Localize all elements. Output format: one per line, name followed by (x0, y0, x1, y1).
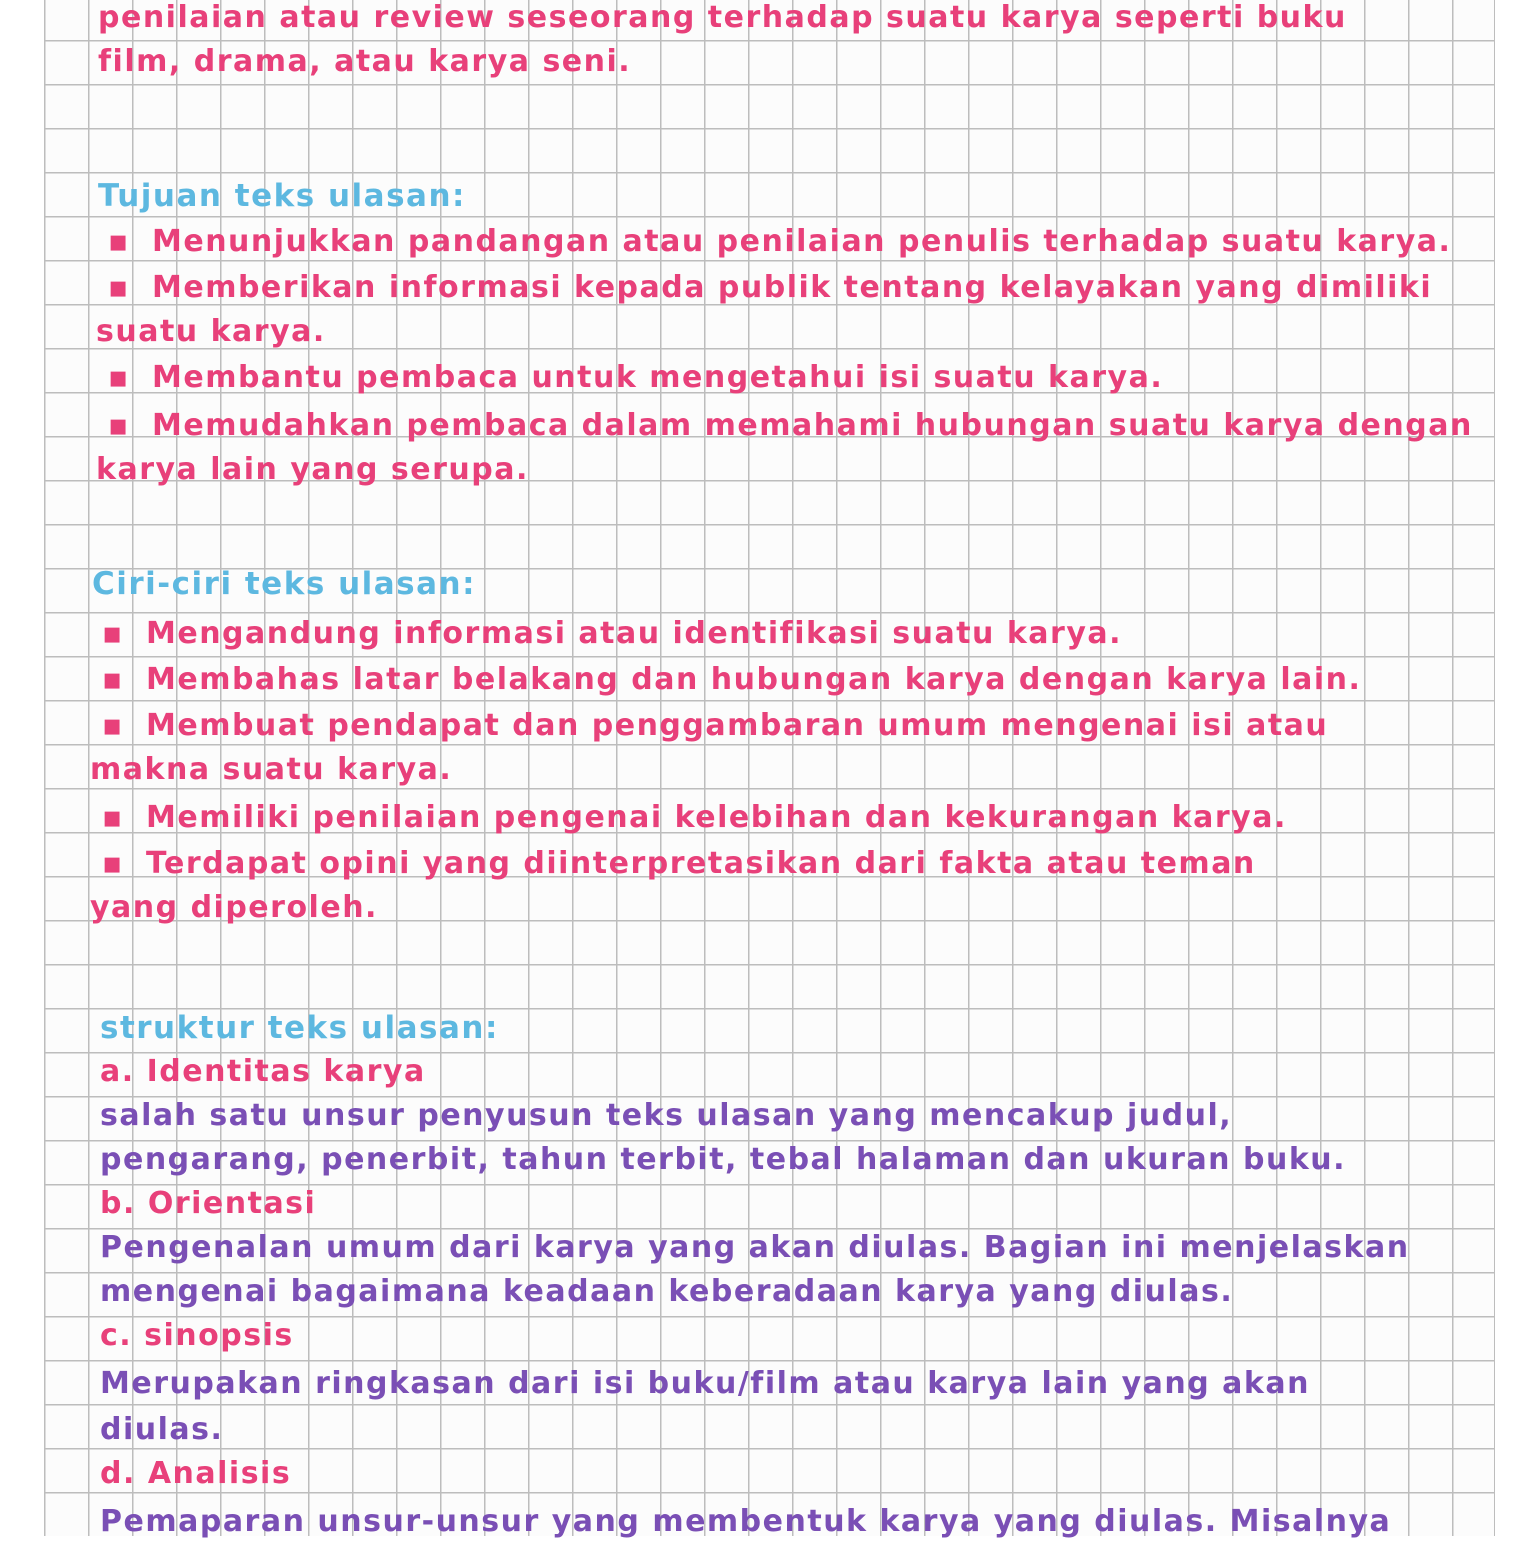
struktur-d-line-1: Pemaparan unsur-unsur yang membentuk karya yang diulas. Misalnya (100, 1504, 1392, 1539)
struktur-heading: struktur teks ulasan: (100, 1010, 499, 1046)
intro-line-2: film, drama, atau karya seni. (98, 44, 632, 79)
bullet-icon: ▪ (102, 662, 124, 697)
struktur-b-line-1: Pengenalan umum dari karya yang akan diulas. Bagian ini menjelaskan (100, 1230, 1410, 1265)
tujuan-heading: Tujuan teks ulasan: (98, 178, 466, 214)
struktur-b-line-2: mengenai bagaimana keadaan keberadaan karya yang diulas. (100, 1274, 1234, 1309)
struktur-c-line-2: diulas. (100, 1412, 224, 1447)
struktur-d-title: d. Analisis (100, 1456, 292, 1491)
tujuan-item-1: ▪ Menunjukkan pandangan atau penilaian penulis terhadap suatu karya. (108, 222, 1451, 262)
ciri-item-2: ▪ Membahas latar belakang dan hubungan karya dengan karya lain. (102, 660, 1361, 700)
bullet-icon: ▪ (108, 224, 130, 259)
ciri-item-4: ▪ Memiliki penilaian pengenai kelebihan dan kekurangan karya. (102, 798, 1287, 838)
struktur-c-line-1: Merupakan ringkasan dari isi buku/film atau karya lain yang akan (100, 1366, 1310, 1401)
struktur-c-title: c. sinopsis (100, 1318, 294, 1353)
bullet-icon: ▪ (102, 616, 124, 651)
ciri-item-5-cont: yang diperoleh. (90, 890, 378, 925)
bullet-icon: ▪ (102, 846, 124, 881)
tujuan-item-2: ▪ Memberikan informasi kepada publik tentang kelayakan yang dimiliki (108, 268, 1432, 308)
tujuan-item-4: ▪ Memudahkan pembaca dalam memahami hubungan suatu karya dengan (108, 406, 1473, 446)
struktur-a-line-2: pengarang, penerbit, tahun terbit, tebal halaman dan ukuran buku. (100, 1142, 1347, 1177)
bullet-icon: ▪ (108, 408, 130, 443)
tujuan-item-2-cont: suatu karya. (96, 314, 326, 349)
bullet-icon: ▪ (108, 270, 130, 305)
struktur-a-title: a. Identitas karya (100, 1054, 426, 1089)
bullet-icon: ▪ (108, 360, 130, 395)
ciri-heading: Ciri-ciri teks ulasan: (92, 566, 477, 602)
ciri-item-5: ▪ Terdapat opini yang diinterpretasikan dari fakta atau teman (102, 844, 1256, 884)
ciri-item-3-cont: makna suatu karya. (90, 752, 453, 787)
ciri-item-1: ▪ Mengandung informasi atau identifikasi suatu karya. (102, 614, 1122, 654)
tujuan-item-4-cont: karya lain yang serupa. (96, 452, 529, 487)
ciri-item-3: ▪ Membuat pendapat dan penggambaran umum mengenai isi atau (102, 706, 1328, 746)
tujuan-item-3: ▪ Membantu pembaca untuk mengetahui isi suatu karya. (108, 358, 1163, 398)
bullet-icon: ▪ (102, 800, 124, 835)
bullet-icon: ▪ (102, 708, 124, 743)
intro-line-1: penilaian atau review seseorang terhadap suatu karya seperti buku (98, 0, 1347, 35)
struktur-a-line-1: salah satu unsur penyusun teks ulasan yang mencakup judul, (100, 1098, 1233, 1133)
struktur-b-title: b. Orientasi (100, 1186, 317, 1221)
